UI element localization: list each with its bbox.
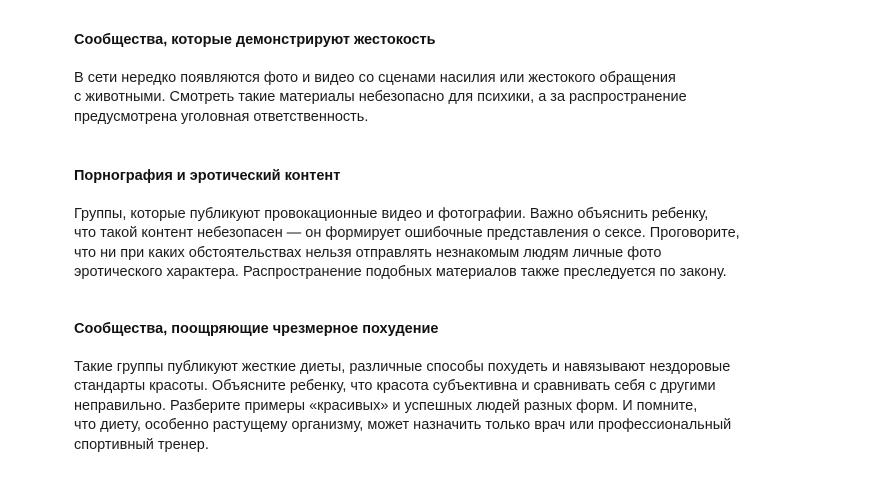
paragraph-line: предусмотрена уголовная ответственность. <box>74 108 369 125</box>
section-heading: Сообщества, поощряющие чрезмерное похудение <box>74 321 439 337</box>
paragraph-line: с животными. Смотреть такие материалы небезопасно для психики, а за распространение <box>74 89 687 106</box>
paragraph-line: что такой контент небезопасен — он формирует ошибочные представления о сексе. Проговорите, <box>74 225 740 242</box>
paragraph-line: эротического характера. Распространение подобных материалов также преследуется по закону. <box>74 264 727 281</box>
section-heading: Сообщества, которые демонстрируют жестокость <box>74 32 436 48</box>
paragraph-line: что диету, особенно растущему организму, может назначить только врач или профессиональный <box>74 417 732 434</box>
section-paragraph <box>74 69 814 127</box>
paragraph-line: Группы, которые публикуют провокационные видео и фотографии. Важно объяснить ребенку, <box>74 206 709 222</box>
section-weight-loss <box>74 319 814 455</box>
paragraph-line: В сети нередко появляются фото и видео со сценами насилия или жестокого обращения <box>74 70 676 86</box>
section-heading: Порнография и эротический контент <box>74 168 341 184</box>
paragraph-line: Такие группы публикуют жесткие диеты, различные способы похудеть и навязывают нездоровые <box>74 359 731 375</box>
paragraph-line: стандарты красоты. Объясните ребенку, что красота субъективна и сравнивать себя с другими <box>74 378 716 395</box>
paragraph-line: что ни при каких обстоятельствах нельзя отправлять незнакомым людям личные фото <box>74 244 662 261</box>
section-pornography <box>74 166 814 283</box>
paragraph-line: спортивный тренер. <box>74 436 209 453</box>
section-cruelty <box>74 30 814 127</box>
section-paragraph <box>74 358 814 455</box>
paragraph-line: неправильно. Разберите примеры «красивых» и успешных людей разных форм. И помните, <box>74 397 698 414</box>
section-paragraph <box>74 205 814 283</box>
